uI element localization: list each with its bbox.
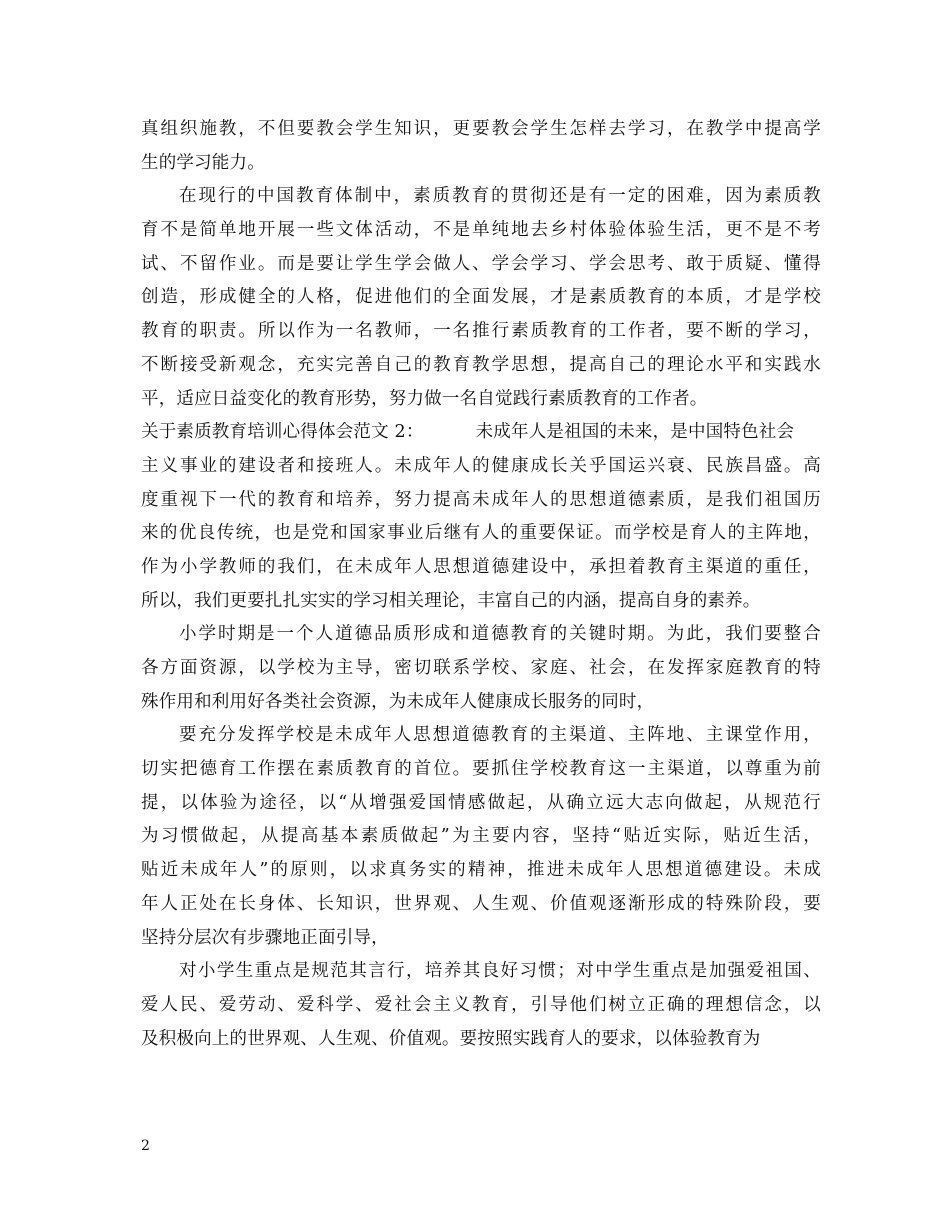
text-line [141,416,821,450]
page-number: 2 [141,1138,150,1154]
text-line: 度重视下一代的教育和培养，努力提高未成年人的思想道德素质，是我们祖国历 [141,489,821,510]
text-line: 要充分发挥学校是未成年人思想道德教育的主渠道、主阵地、主课堂作用， [179,725,821,746]
section-heading: 关于素质教育培训心得体会范文 2： [141,422,424,443]
text-line: 年人正处在长身体、长知识，世界观、人生观、价值观逐渐形成的特殊阶段，要 [141,893,821,914]
text-line: 及积极向上的世界观、人生观、价值观。要按照实践育人的要求，以体验教育为 [141,1028,761,1049]
text-line: 试、不留作业。而是要让学生学会做人、学会学习、学会思考、敢于质疑、懂得 [141,253,821,274]
text-line: 切实把德育工作摆在素质教育的首位。要抓住学校教育这一主渠道，以尊重为前 [141,759,821,780]
text-line: 殊作用和利用好各类社会资源，为未成年人健康成长服务的同时， [141,691,655,712]
text-line: 来的优良传统，也是党和国家事业后继有人的重要保证。而学校是育人的主阵地， [141,523,821,544]
text-line: 各方面资源，以学校为主导，密切联系学校、家庭、社会，在发挥家庭教育的特 [141,658,821,678]
text-line: 爱人民、爱劳动、爱科学、爱社会主义教育，引导他们树立正确的理想信念，以 [141,994,821,1015]
text-line: 所以，我们更要扎扎实实的学习相关理论，丰富自己的内涵，提高自身的素养。 [141,590,761,611]
text-line: 不断接受新观念，充实完善自己的教育教学思想，提高自己的理论水平和实践水 [141,354,821,375]
text-line: 教育的职责。所以作为一名教师，一名推行素质教育的工作者，要不断的学习， [141,321,821,342]
text-line: 真组织施教，不但要教会学生知识，更要教会学生怎样去学习，在教学中提高学 [141,119,821,139]
text-line: 小学时期是一个人道德品质形成和道德教育的关键时期。为此，我们要整合 [179,624,821,645]
text-line: 作为小学教师的我们，在未成年人思想道德建设中，承担着教育主渠道的重任， [141,556,821,577]
text-line: 为习惯做起，从提高基本素质做起”为主要内容，坚持“贴近实际，贴近生活， [141,826,821,847]
text-line: 对小学生重点是规范其言行，培养其良好习惯；对中学生重点是加强爱祖国、 [179,961,821,982]
text-line: 生的学习能力。 [141,152,265,173]
text-line: 主义事业的建设者和接班人。未成年人的健康成长关乎国运兴衰、民族昌盛。高 [141,455,821,476]
text-line: 平，适应日益变化的教育形势，努力做一名自觉践行素质教育的工作者。 [141,388,708,409]
text-line: 创造，形成健全的人格，促进他们的全面发展，才是素质教育的本质，才是学校 [141,287,821,308]
text-line: 在现行的中国教育体制中，素质教育的贯彻还是有一定的困难，因为素质教 [179,186,821,207]
document-body [141,113,821,1056]
text-line: 提，以体验为途径，以“从增强爱国情感做起，从确立远大志向做起，从规范行 [141,792,821,813]
text-line: 坚持分层次有步骤地正面引导， [141,927,389,948]
paragraph-text: 未成年人是祖国的未来，是中国特色社会 [475,422,795,443]
text-line: 贴近未成年人”的原则，以求真务实的精神，推进未成年人思想道德建设。未成 [141,860,821,881]
text-line: 育不是简单地开展一些文体活动，不是单纯地去乡村体验体验生活，更不是不考 [141,220,821,241]
